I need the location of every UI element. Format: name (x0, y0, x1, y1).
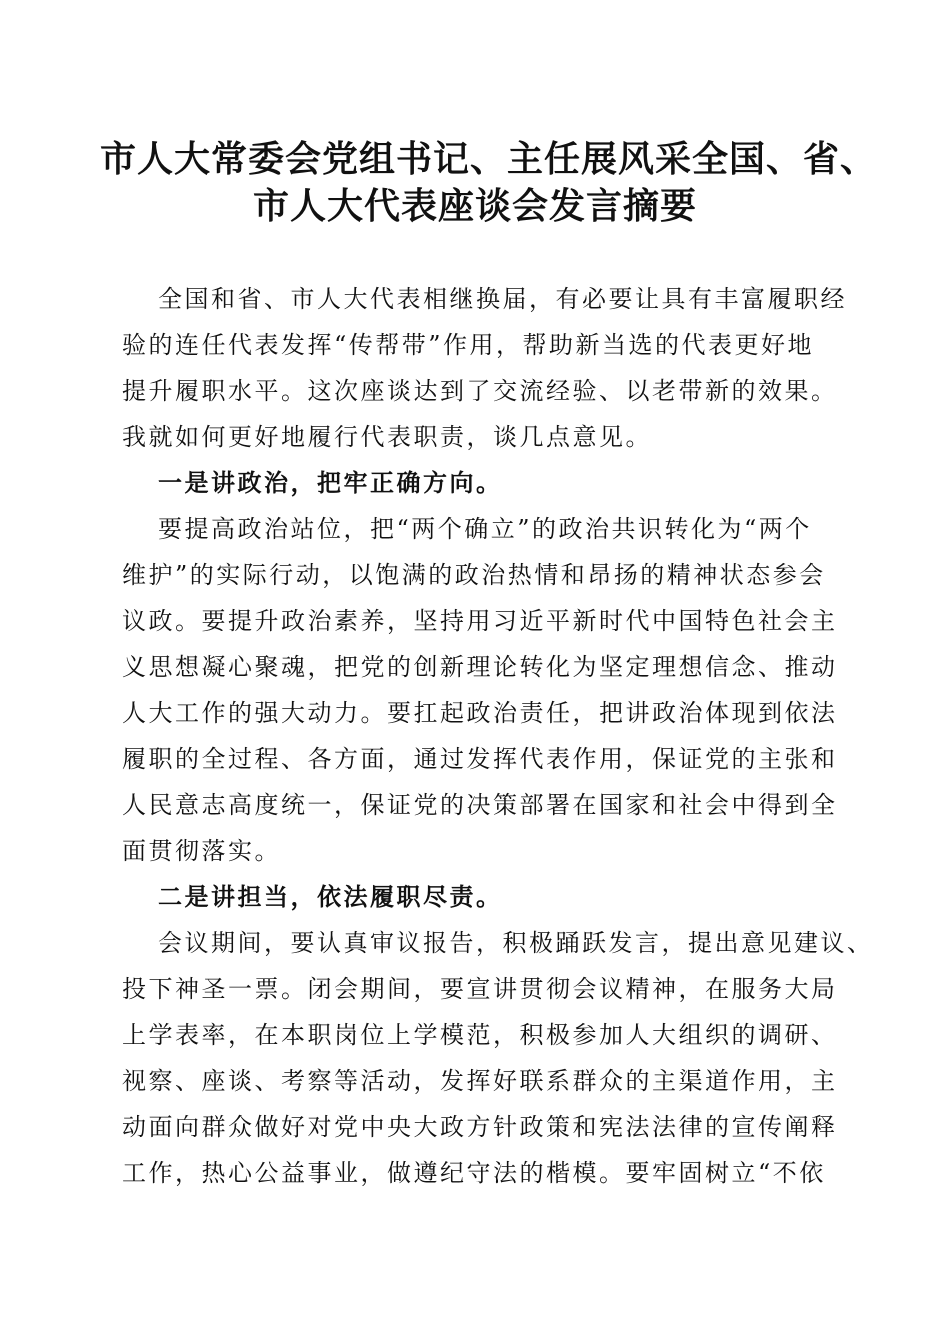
paragraph-2-line-7: 人民意志高度统一，保证党的决策部署在国家和社会中得到全 (122, 791, 838, 819)
paragraph-2-line-3: 议政。要提升政治素养，坚持用习近平新时代中国特色社会主 (122, 607, 838, 635)
paragraph-2-line-8: 面贯彻落实。 (122, 837, 281, 865)
paragraph-3-line-3: 上学表率，在本职岗位上学模范，积极参加人大组织的调研、 (122, 1021, 838, 1049)
paragraph-1-line-3: 提升履职水平。这次座谈达到了交流经验、以老带新的效果。 (122, 377, 838, 405)
paragraph-2-line-2: 维护”的实际行动，以饱满的政治热情和昂扬的精神状态参会 (122, 561, 826, 589)
paragraph-2-line-6: 履职的全过程、各方面，通过发挥代表作用，保证党的主张和 (122, 745, 838, 773)
paragraph-3-line-4: 视察、座谈、考察等活动，发挥好联系群众的主渠道作用，主 (122, 1067, 838, 1095)
paragraph-3-line-5: 动面向群众做好对党中央大政方针政策和宪法法律的宣传阐释 (122, 1113, 838, 1141)
paragraph-3-line-1: 会议期间，要认真审议报告，积极踊跃发言，提出意见建议、 (158, 929, 874, 957)
paragraph-2-line-4: 义思想凝心聚魂，把党的创新理论转化为坚定理想信念、推动 (122, 653, 838, 681)
paragraph-3-line-6: 工作，热心公益事业，做遵纪守法的楷模。要牢固树立“不依 (122, 1159, 826, 1187)
paragraph-3-line-2: 投下神圣一票。闭会期间，要宣讲贯彻会议精神，在服务大局 (122, 975, 838, 1003)
document-title-line-1: 市人大常委会党组书记、主任展风采全国、省、 (100, 138, 878, 180)
section-heading-2: 二是讲担当，依法履职尽责。 (158, 882, 503, 911)
paragraph-1-line-1: 全国和省、市人大代表相继换届，有必要让具有丰富履职经 (158, 285, 847, 313)
paragraph-2-line-5: 人大工作的强大动力。要扛起政治责任，把讲政治体现到依法 (122, 699, 838, 727)
document-title-line-2: 市人大代表座谈会发言摘要 (252, 185, 697, 227)
paragraph-1-line-4: 我就如何更好地履行代表职责，谈几点意见。 (122, 423, 652, 451)
paragraph-2-line-1: 要提高政治站位，把“两个确立”的政治共识转化为“两个 (158, 515, 812, 543)
paragraph-1-line-2: 验的连任代表发挥“传帮带”作用，帮助新当选的代表更好地 (122, 331, 815, 359)
document-body (122, 276, 874, 1196)
section-heading-1: 一是讲政治，把牢正确方向。 (158, 468, 503, 497)
